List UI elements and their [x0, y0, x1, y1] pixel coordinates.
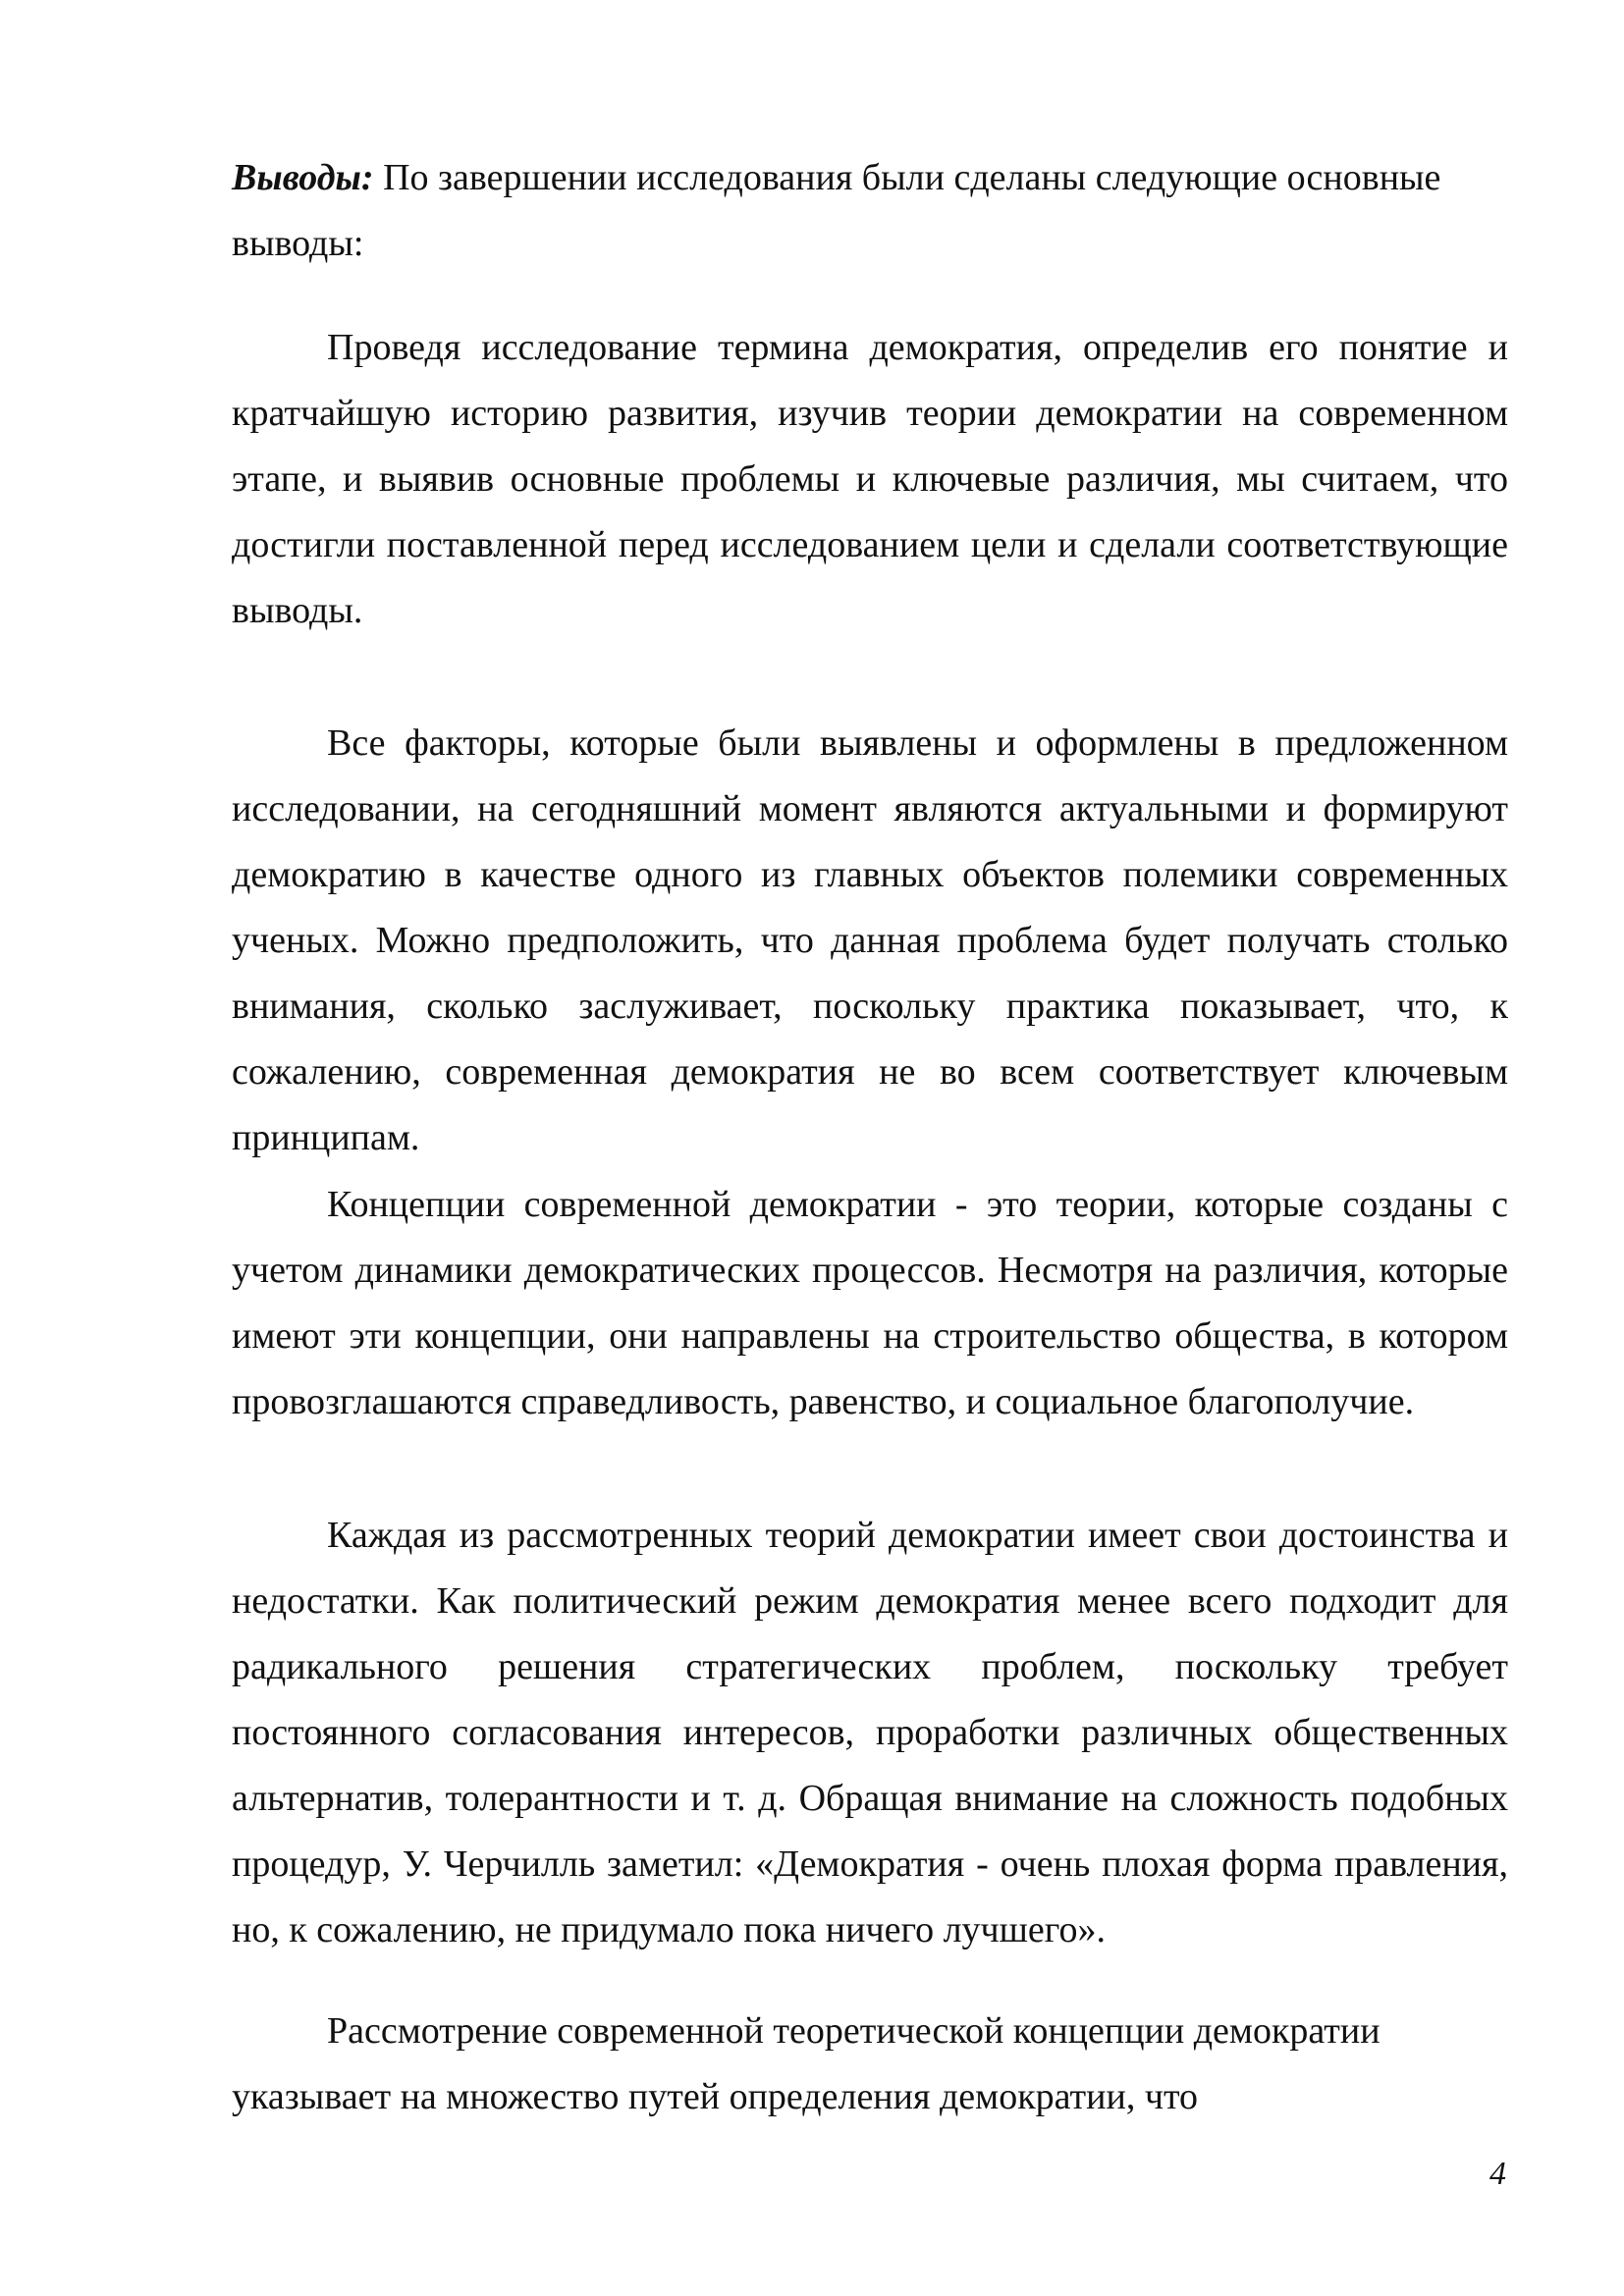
paragraph-theories: Каждая из рассмотренных теорий демократии имеет свои достоинства и недостатки. Как политический режим демократия менее всего подходит для радикального решения стратегических проблем, поскольку требует постоянного согласования интересов, проработки различных общественных альтернатив, толерантности и т. д. Обращая внимание на сложность подобных процедур, У. Черчилль заметил: «Демократия - очень плохая форма правления, но, к сожалению, не придумало пока ничего лучшего».	[232, 1515, 1508, 1950]
paragraph-consideration: Рассмотрение современной теоретической концепции демократии указывает на множество путей определения демократии, что	[232, 2010, 1380, 2117]
conclusions-intro	[232, 145, 1508, 277]
page-number: 4	[1489, 2156, 1506, 2192]
conclusions-intro-text: По завершении исследования были сделаны следующие основные выводы:	[232, 157, 1441, 264]
paragraph-factors: Все факторы, которые были выявлены и оформлены в предложенном исследовании, на сегодняшний момент являются актуальными и формируют демократию в качестве одного из главных объектов полемики современных ученых. Можно предположить, что данная проблема будет получать столько внимания, сколько заслуживает, поскольку практика показывает, что, к сожалению, современная демократия не во всем соответствует ключевым принципам.	[232, 722, 1508, 1158]
paragraph-concepts: Концепции современной демократии - это теории, которые созданы с учетом динамики демократических процессов. Несмотря на различия, которые имеют эти концепции, они направлены на строительство общества, в котором провозглашаются справедливость, равенство, и социальное благополучие.	[232, 1184, 1508, 1422]
conclusions-heading: Выводы:	[232, 157, 374, 198]
paragraph-research-summary: Проведя исследование термина демократия, определив его понятие и кратчайшую историю развития, изучив теории демократии на современном этапе, и выявив основные проблемы и ключевые различия, мы считаем, что достигли поставленной перед исследованием цели и сделали соответствующие выводы.	[232, 327, 1508, 631]
